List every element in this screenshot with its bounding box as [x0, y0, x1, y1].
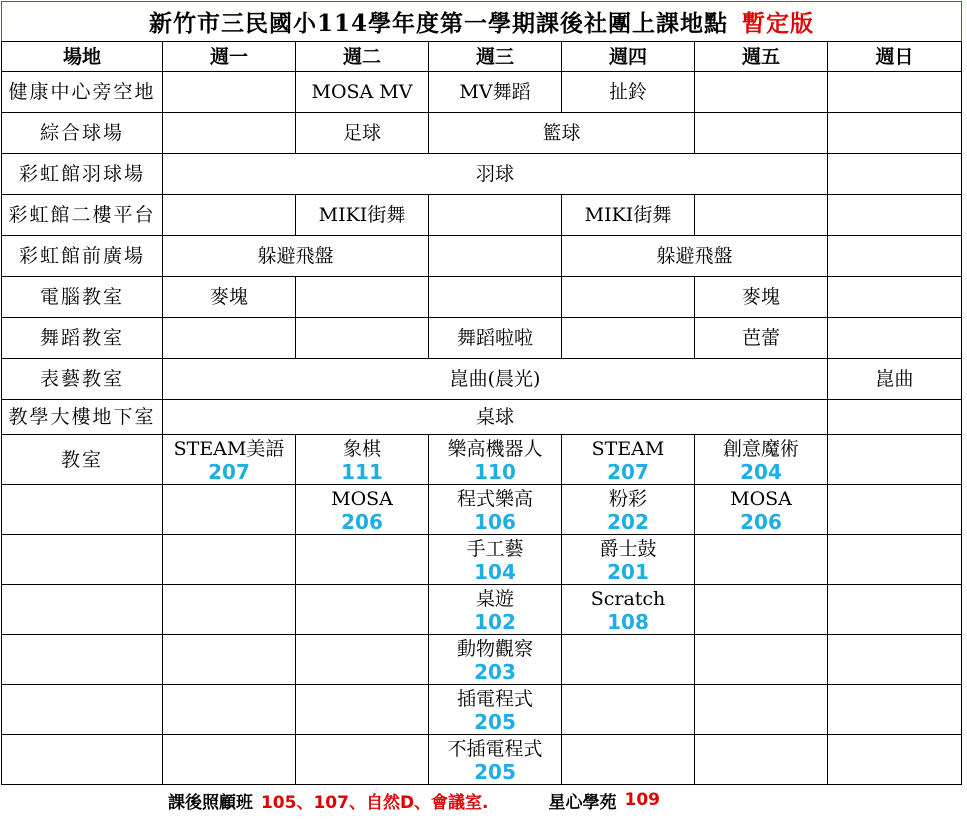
empty-cell [828, 400, 962, 435]
empty-cell [2, 635, 163, 685]
room-number: 106 [474, 510, 516, 534]
empty-cell [695, 195, 828, 236]
table-row [2, 359, 962, 400]
venue-cell: 表藝教室 [2, 359, 163, 400]
table-row [2, 236, 962, 277]
club-name: 創意魔術 [722, 438, 799, 460]
club-cell: MIKI街舞 [296, 195, 429, 236]
header-mon: 週一 [163, 42, 296, 72]
club-cell [429, 685, 562, 735]
empty-cell [828, 485, 962, 535]
empty-cell [429, 195, 562, 236]
empty-cell [562, 318, 695, 359]
room-number: 205 [474, 710, 516, 734]
afterschool-rooms: 105、107、自然D、會議室. [260, 792, 489, 813]
empty-cell [828, 635, 962, 685]
header-tue: 週二 [296, 42, 429, 72]
empty-cell [562, 277, 695, 318]
club-name: 插電程式 [456, 688, 533, 710]
empty-cell [828, 195, 962, 236]
club-cell [695, 435, 828, 485]
club-cell: 足球 [296, 113, 429, 154]
schedule-table [1, 41, 962, 785]
room-number: 104 [474, 560, 516, 584]
empty-cell [562, 685, 695, 735]
page-title [1, 1, 962, 41]
empty-cell [828, 318, 962, 359]
venue-cell: 彩虹館前廣場 [2, 236, 163, 277]
header-sun: 週日 [828, 42, 962, 72]
empty-cell [695, 735, 828, 785]
empty-cell [828, 735, 962, 785]
empty-cell [828, 685, 962, 735]
club-name: STEAM美語 [173, 438, 285, 460]
header-thu: 週四 [562, 42, 695, 72]
star-room: 109 [624, 790, 661, 810]
club-cell: 麥塊 [695, 277, 828, 318]
club-cell [429, 485, 562, 535]
club-name: 程式樂高 [456, 488, 533, 510]
empty-cell [2, 485, 163, 535]
club-cell [429, 535, 562, 585]
classroom-row [2, 735, 962, 785]
room-number: 206 [740, 510, 782, 534]
club-name: 爵士鼓 [599, 538, 657, 560]
header-wed: 週三 [429, 42, 562, 72]
table-row [2, 195, 962, 236]
empty-cell [163, 685, 296, 735]
table-row [2, 113, 962, 154]
club-cell [562, 435, 695, 485]
club-cell: MIKI街舞 [562, 195, 695, 236]
classroom-row [2, 485, 962, 535]
venue-cell: 彩虹館羽球場 [2, 154, 163, 195]
club-name: MOSA [331, 488, 393, 510]
room-number: 206 [341, 510, 383, 534]
room-number: 108 [607, 610, 649, 634]
room-number: 111 [341, 460, 383, 484]
empty-cell [296, 635, 429, 685]
club-cell: 扯鈴 [562, 72, 695, 113]
club-cell [562, 585, 695, 635]
club-cell [695, 485, 828, 535]
empty-cell [828, 113, 962, 154]
table-row [2, 277, 962, 318]
club-cell: 籃球 [429, 113, 695, 154]
empty-cell [828, 72, 962, 113]
room-number: 204 [740, 460, 782, 484]
table-row [2, 318, 962, 359]
classroom-row [2, 585, 962, 635]
room-number: 201 [607, 560, 649, 584]
venue-cell: 教室 [2, 435, 163, 485]
club-cell [296, 435, 429, 485]
club-cell: 芭蕾 [695, 318, 828, 359]
empty-cell [2, 585, 163, 635]
empty-cell [828, 435, 962, 485]
venue-cell: 彩虹館二樓平台 [2, 195, 163, 236]
club-name: 不插電程式 [447, 738, 543, 760]
club-name: STEAM [591, 438, 665, 460]
header-row [2, 42, 962, 72]
empty-cell [163, 485, 296, 535]
title-main: 新竹市三民國小114學年度第一學期課後社團上課地點 [148, 10, 728, 37]
club-cell: 崑曲(晨光) [163, 359, 828, 400]
header-venue: 場地 [2, 42, 163, 72]
footer-note [1, 783, 827, 817]
club-name: MOSA [730, 488, 792, 510]
classroom-row [2, 435, 962, 485]
classroom-row [2, 635, 962, 685]
empty-cell [828, 277, 962, 318]
empty-cell [2, 735, 163, 785]
classroom-row [2, 535, 962, 585]
club-name: Scratch [590, 588, 666, 610]
header-fri: 週五 [695, 42, 828, 72]
club-cell [163, 435, 296, 485]
draft-label: 暫定版 [742, 10, 814, 37]
table-row [2, 72, 962, 113]
empty-cell [695, 635, 828, 685]
empty-cell [562, 735, 695, 785]
room-number: 207 [208, 460, 250, 484]
empty-cell [296, 277, 429, 318]
club-cell: 舞蹈啦啦 [429, 318, 562, 359]
club-cell [562, 535, 695, 585]
venue-cell: 舞蹈教室 [2, 318, 163, 359]
empty-cell [2, 535, 163, 585]
club-cell [429, 435, 562, 485]
empty-cell [163, 318, 296, 359]
empty-cell [163, 72, 296, 113]
empty-cell [296, 685, 429, 735]
empty-cell [828, 535, 962, 585]
venue-cell: 綜合球場 [2, 113, 163, 154]
empty-cell [163, 113, 296, 154]
afterschool-label: 課後照顧班 [167, 792, 253, 813]
empty-cell [695, 685, 828, 735]
club-cell [296, 485, 429, 535]
empty-cell [695, 72, 828, 113]
club-name: 手工藝 [466, 538, 524, 560]
club-name: 動物觀察 [456, 638, 533, 660]
empty-cell [828, 236, 962, 277]
room-number: 102 [474, 610, 516, 634]
room-number: 203 [474, 660, 516, 684]
empty-cell [163, 535, 296, 585]
empty-cell [429, 277, 562, 318]
club-cell: MV舞蹈 [429, 72, 562, 113]
empty-cell [296, 735, 429, 785]
club-name: 象棋 [342, 438, 381, 460]
club-cell: 躲避飛盤 [562, 236, 828, 277]
club-name: 粉彩 [608, 488, 647, 510]
empty-cell [695, 113, 828, 154]
club-cell [429, 635, 562, 685]
empty-cell [296, 318, 429, 359]
empty-cell [163, 585, 296, 635]
empty-cell [695, 535, 828, 585]
room-number: 202 [607, 510, 649, 534]
table-row [2, 154, 962, 195]
club-cell: 桌球 [163, 400, 828, 435]
empty-cell [828, 154, 962, 195]
classroom-row [2, 685, 962, 735]
venue-cell: 電腦教室 [2, 277, 163, 318]
empty-cell [163, 195, 296, 236]
venue-cell: 健康中心旁空地 [2, 72, 163, 113]
empty-cell [163, 735, 296, 785]
club-name: 桌遊 [475, 588, 514, 610]
club-cell [429, 585, 562, 635]
club-cell: 崑曲 [828, 359, 962, 400]
star-label: 星心學苑 [548, 792, 617, 813]
empty-cell [296, 535, 429, 585]
empty-cell [695, 585, 828, 635]
club-cell: 躲避飛盤 [163, 236, 429, 277]
table-row [2, 400, 962, 435]
room-number: 110 [474, 460, 516, 484]
room-number: 207 [607, 460, 649, 484]
empty-cell [296, 585, 429, 635]
empty-cell [828, 585, 962, 635]
empty-cell [2, 685, 163, 735]
club-cell: 羽球 [163, 154, 828, 195]
club-cell [562, 485, 695, 535]
room-number: 205 [474, 760, 516, 784]
club-cell: MOSA MV [296, 72, 429, 113]
empty-cell [562, 635, 695, 685]
empty-cell [429, 236, 562, 277]
club-cell [429, 735, 562, 785]
club-cell: 麥塊 [163, 277, 296, 318]
venue-cell: 教學大樓地下室 [2, 400, 163, 435]
empty-cell [163, 635, 296, 685]
club-name: 樂高機器人 [447, 438, 543, 460]
